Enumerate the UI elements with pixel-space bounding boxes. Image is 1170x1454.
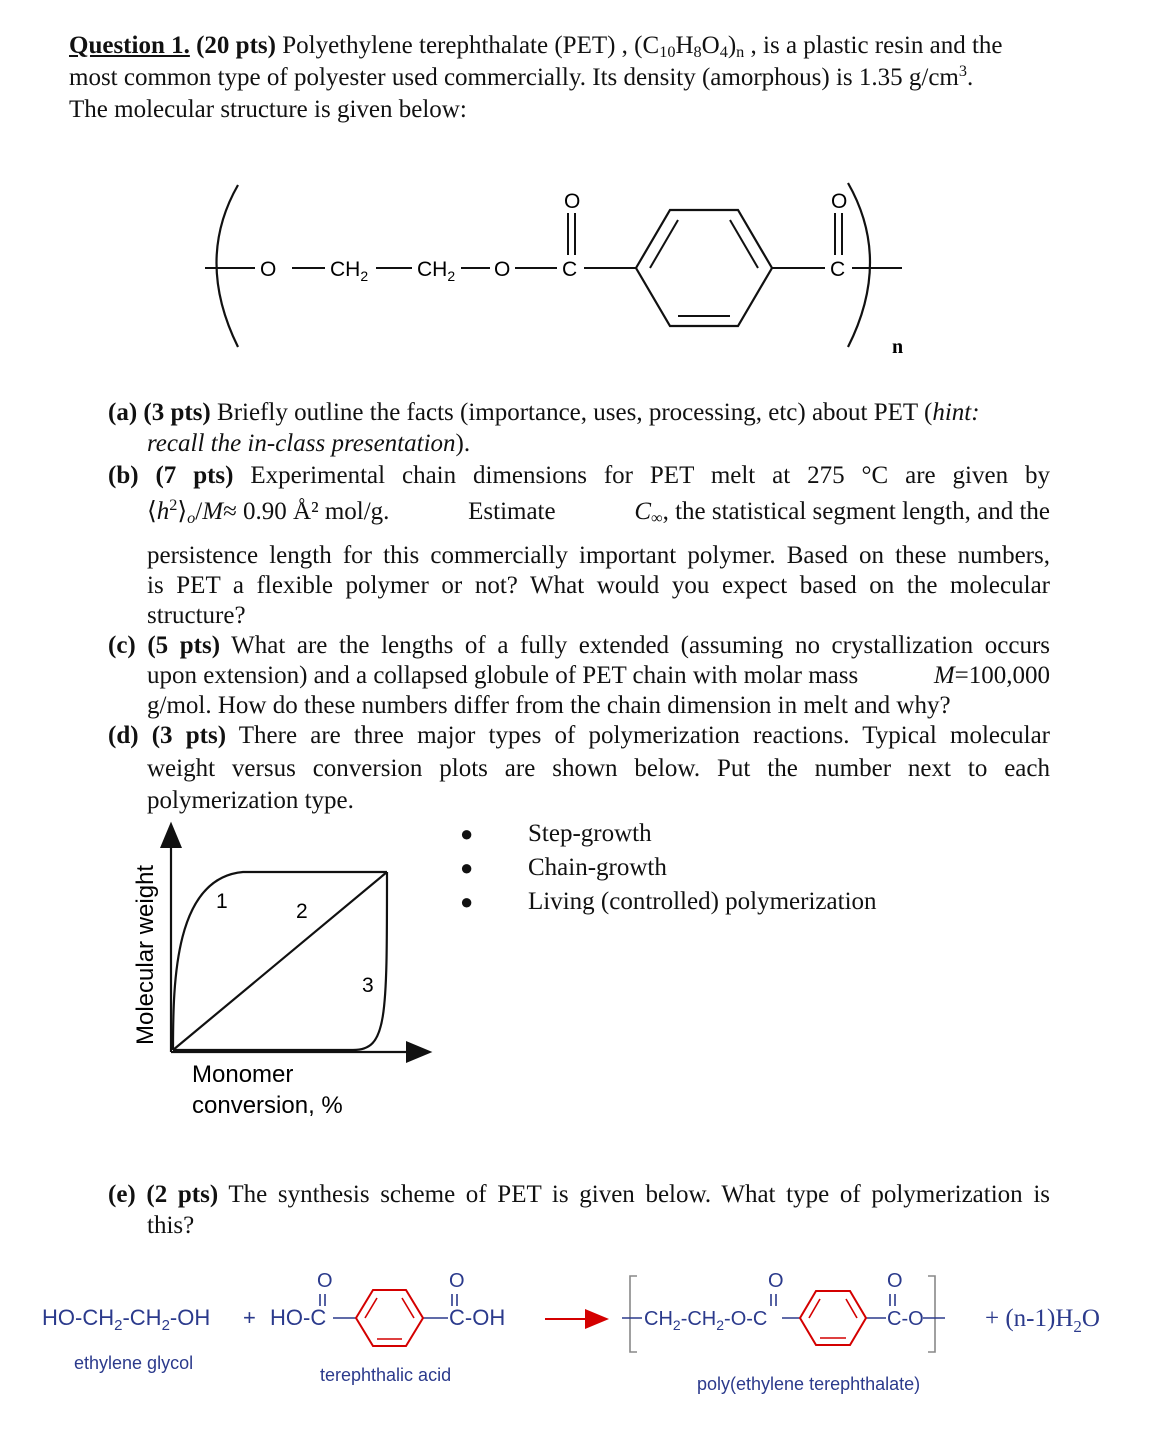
part-b-label: (b) (7 pts) [108, 462, 234, 489]
part-c-line-1 [108, 630, 1050, 662]
formula-sub: 8 [693, 43, 702, 62]
acid-o-left: O [317, 1270, 333, 1292]
pet-structure-diagram [190, 175, 920, 365]
part-a-line-2 [147, 428, 470, 460]
repeat-n: n [892, 336, 904, 358]
type-step-growth: Step-growth [528, 820, 652, 847]
product-o-right: O [887, 1270, 903, 1292]
intro-text: . [967, 64, 974, 91]
part-d-line-3: polymerization type. [147, 787, 354, 814]
curve-2-label: 2 [296, 900, 308, 923]
part-c-line-2 [147, 660, 1050, 692]
formula-h: h [156, 498, 170, 525]
part-a-hint: hint: [932, 399, 980, 426]
curve-2 [173, 872, 387, 1050]
atom-o-mid: O [494, 258, 511, 281]
atom-ch2-b: $CH_2$ [417, 258, 456, 284]
type-chain-growth: Chain-growth [528, 854, 667, 881]
formula-part: H [675, 32, 694, 59]
formula-part: O [701, 32, 720, 59]
formula-value: ≈ 0.90 Å² mol/g. [223, 498, 390, 525]
part-b-line-3: persistence length for this commercially important polymer. Based on these numbers, [147, 542, 1050, 569]
right-paren [848, 183, 870, 347]
acid-benzene-ring [356, 1290, 423, 1346]
bullet-icon: ● [460, 889, 474, 914]
atom-o-left: O [260, 258, 277, 281]
intro-text: Polyethylene terephthalate (PET) , (C [275, 32, 660, 59]
atom-o-top1: O [564, 190, 581, 213]
formula-sup: 2 [169, 496, 178, 515]
acid-left-group: HO-C [270, 1305, 327, 1330]
part-b-text: , the statistical segment length, and the [662, 498, 1050, 525]
part-e-line-2: this? [147, 1212, 195, 1239]
mean-square-formula: $⟨h^2⟩_o/M\approx 0.90$ Å² mol/g. [147, 496, 390, 528]
left-paren [217, 185, 239, 347]
c-inf-sub: ∞ [651, 509, 663, 528]
label-terephthalic-acid: terephthalic acid [320, 1365, 452, 1385]
product-chain-formula: $CH_2-CH_2-O-C$ [644, 1308, 768, 1333]
part-e-text: The synthesis scheme of PET is given below. What type of polymerization is [218, 1181, 1050, 1208]
right-bracket [928, 1276, 935, 1352]
left-bracket [630, 1276, 637, 1352]
intro-text: , is a plastic resin and the [744, 32, 1003, 59]
label-pet: poly(ethylene terephthalate) [697, 1374, 921, 1394]
atom-o-top2: O [831, 190, 848, 213]
part-c-text: upon extension) and a collapsed globule of PET chain with molar mass [147, 662, 859, 689]
part-b-line-4: is PET a flexible polymer or not? What would you expect based on the molecular [147, 572, 1050, 599]
part-d-line-2: weight versus conversion plots are shown below. Put the number next to each [147, 755, 1050, 782]
ethylene-glycol-formula: $HO-CH_2-CH_2-OH$ [42, 1305, 211, 1334]
intro-line-3: The molecular structure is given below: [69, 96, 467, 123]
curve-3-label: 3 [362, 974, 374, 997]
acid-right-group: C-OH [449, 1305, 506, 1330]
y-axis-label: Molecular weight [132, 864, 159, 1045]
part-c-text: What are the lengths of a fully extended (assuming no crystallization occurs [220, 632, 1051, 659]
atom-ch2-a: $CH_2$ [330, 258, 369, 284]
c-infinity [634, 496, 1050, 534]
product-right-group: C-O [887, 1308, 924, 1330]
density-exponent: 3 [958, 62, 968, 81]
c-inf-symbol: C [634, 498, 651, 525]
formula-sub: 10 [659, 43, 676, 62]
benzene-ring [636, 210, 772, 326]
part-d-text: There are three major types of polymerization reactions. Typical molecular [226, 722, 1050, 749]
atom-c2: C [830, 258, 846, 281]
part-a-hint: recall the in-class presentation [147, 430, 456, 457]
part-e-line-1 [108, 1179, 1050, 1211]
intro-text: most common type of polyester used commercially. Its density (amorphous) is 1.35 g/cm [69, 64, 959, 91]
part-a-line-1 [108, 397, 980, 429]
part-a-text: Briefly outline the facts (importance, uses, processing, etc) about PET ( [210, 399, 933, 426]
intro-line-2 [69, 62, 973, 94]
product-o-left: O [768, 1270, 784, 1292]
formula-sub: n [736, 43, 745, 62]
water-byproduct: + $(n-1)H_2O$ [985, 1305, 1100, 1336]
label-ethylene-glycol: ethylene glycol [74, 1353, 194, 1373]
plus-sign: + [243, 1305, 256, 1330]
type-living: Living (controlled) polymerization [528, 888, 877, 915]
question-points: (20 pts) [196, 32, 276, 59]
part-c-text: =100,000 [954, 662, 1050, 689]
part-d-label: (d) (3 pts) [108, 722, 227, 749]
mw-conversion-plot [115, 820, 455, 1130]
atom-c1: C [562, 258, 578, 281]
part-b-text: Experimental chain dimensions for PET melt at 275 °C are given by [233, 462, 1050, 489]
part-b-formula-line [147, 496, 1050, 534]
acid-o-right: O [449, 1270, 465, 1292]
part-a-text: ). [455, 430, 471, 457]
molar-mass-symbol: M [933, 662, 955, 689]
formula-sub: 4 [719, 43, 728, 62]
formula-sub: o [187, 509, 196, 528]
formula-part: ) [727, 32, 737, 59]
part-d-line-1 [108, 720, 1050, 752]
question-number: Question 1. [69, 32, 190, 59]
formula-m: M [202, 498, 224, 525]
x-axis-label-1: Monomer [192, 1061, 294, 1088]
part-b-text: Estimate [468, 498, 556, 525]
curve-1-label: 1 [216, 890, 228, 913]
bullet-icon: ● [460, 855, 474, 880]
part-b-line-5: structure? [147, 602, 246, 629]
part-c-label: (c) (5 pts) [108, 632, 221, 659]
bullet-icon: ● [460, 821, 474, 846]
part-e-label: (e) (2 pts) [108, 1181, 219, 1208]
part-a-label: (a) (3 pts) [108, 399, 211, 426]
synthesis-scheme [30, 1262, 1165, 1412]
part-b-line-1 [108, 460, 1050, 492]
x-axis-label-2: conversion, % [192, 1092, 343, 1119]
part-c-line-3: g/mol. How do these numbers differ from the chain dimension in melt and why? [147, 692, 951, 719]
